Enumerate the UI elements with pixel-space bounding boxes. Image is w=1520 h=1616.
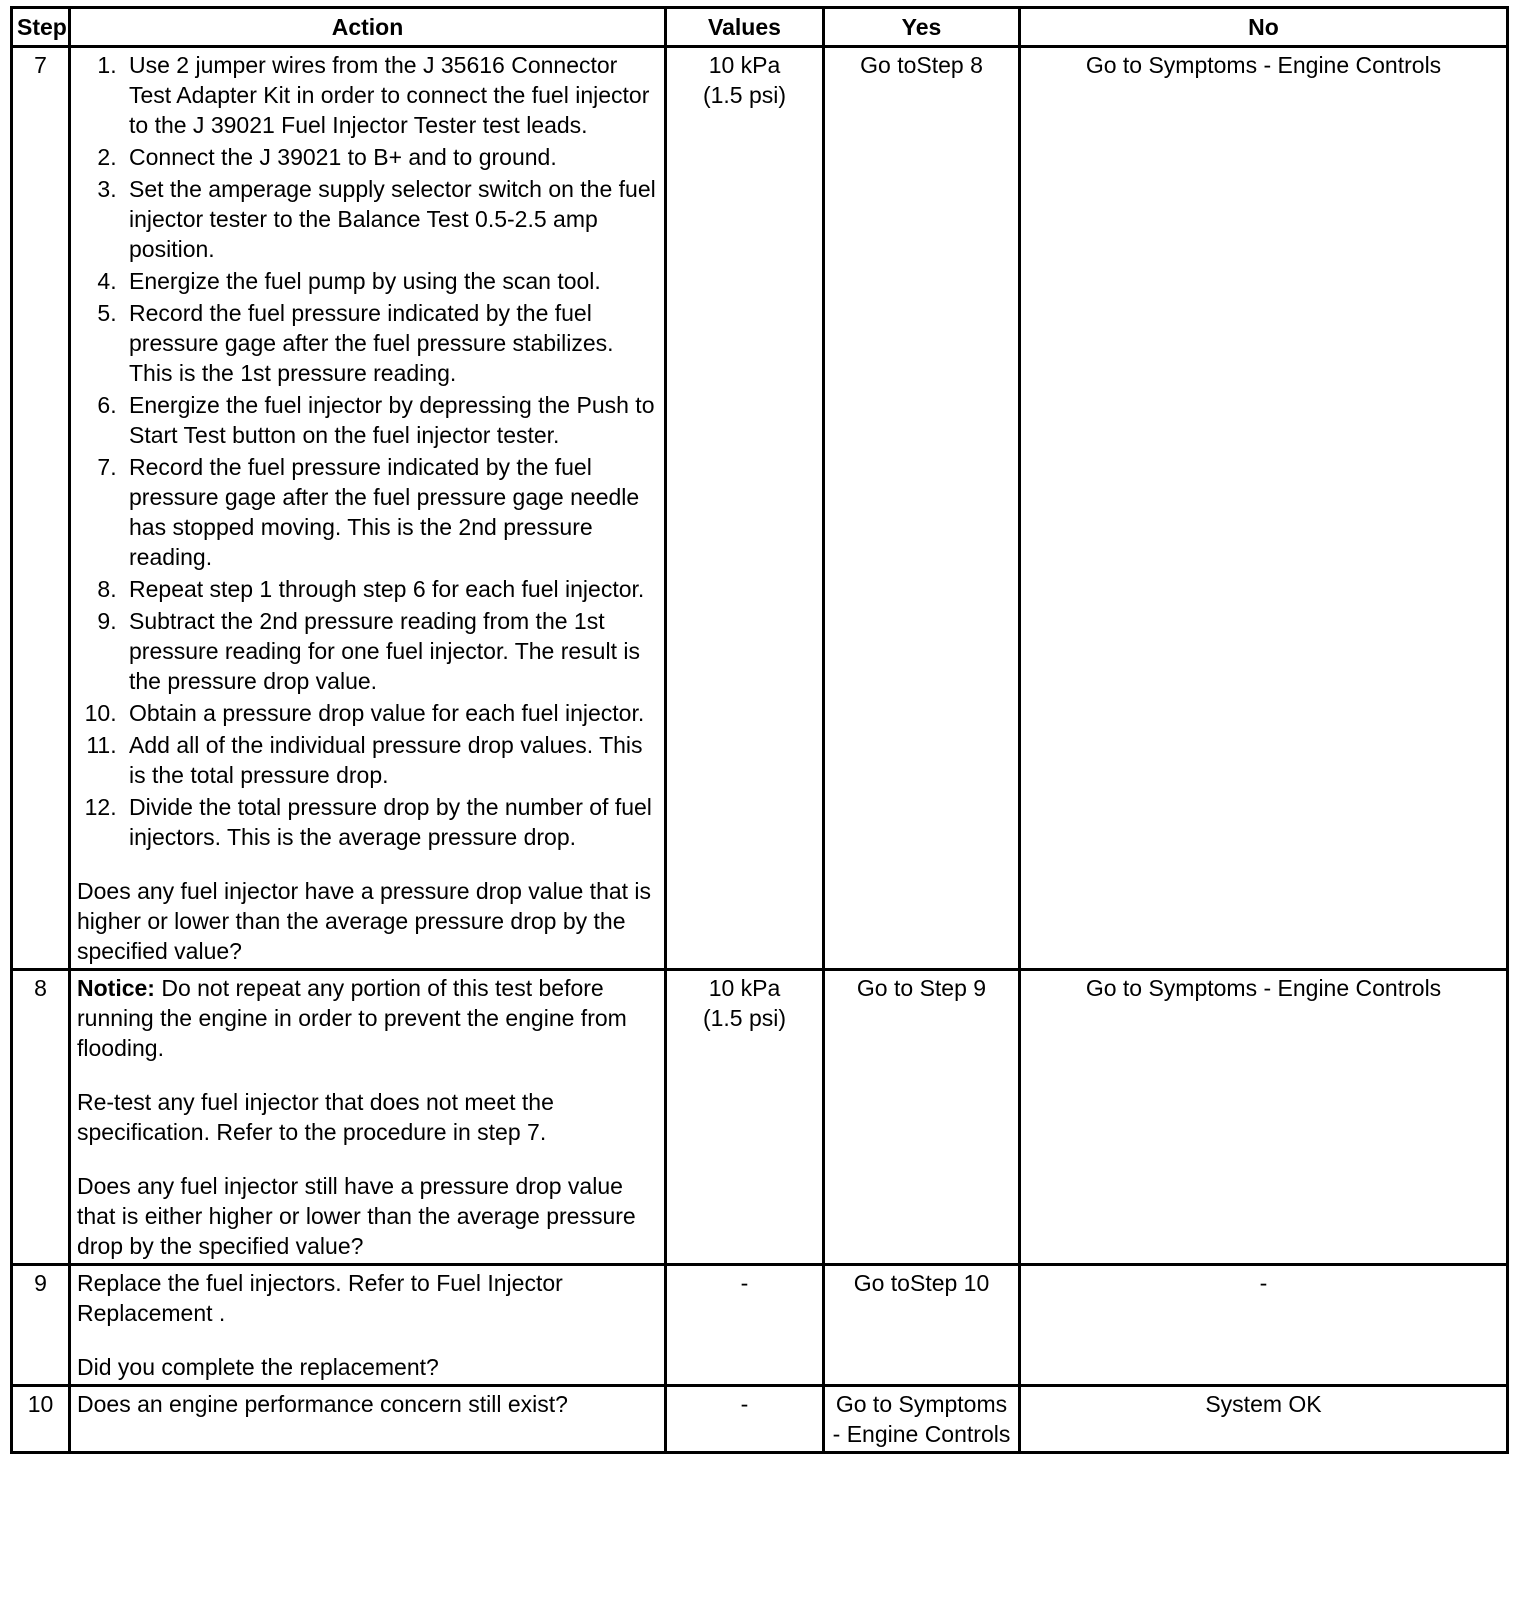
value-kpa: 10 kPa [708,975,781,1001]
header-row [12,8,1508,47]
no-cell: - [1020,1265,1508,1386]
action-cell [70,47,666,970]
table-row-step-10 [12,1386,1508,1453]
procedure-item: 2. Connect the J 39021 to B+ and to ground. [123,142,658,172]
procedure-item: 4. Energize the fuel pump by using the scan tool. [123,266,658,296]
step-number: 9 [12,1265,70,1386]
procedure-item: 12. Divide the total pressure drop by the number of fuel injectors. This is the average pressure drop. [123,792,658,852]
procedure-item: 8. Repeat step 1 through step 6 for each fuel injector. [123,574,658,604]
yes-cell: Go toStep 8 [824,47,1020,970]
instruction-text: Re-test any fuel injector that does not meet the specification. Refer to the procedure in step 7. [77,1089,554,1145]
action-cell [70,970,666,1265]
action-cell [70,1265,666,1386]
value-psi: (1.5 psi) [702,82,787,108]
question-text: Does an engine performance concern still exist? [77,1391,568,1417]
values-cell [666,47,824,970]
header-step: Step [12,8,70,47]
no-cell: System OK [1020,1386,1508,1453]
notice-label: Notice: [77,975,155,1001]
step-number: 10 [12,1386,70,1453]
action-cell [70,1386,666,1453]
procedure-item: 11. Add all of the individual pressure drop values. This is the total pressure drop. [123,730,658,790]
procedure-item: 1. Use 2 jumper wires from the J 35616 Connector Test Adapter Kit in order to connect the fuel injector to the J 39021 Fuel Injector Tester test leads. [123,50,658,140]
values-cell: - [666,1265,824,1386]
notice-text [77,973,658,1063]
procedure-item: 10. Obtain a pressure drop value for each fuel injector. [123,698,658,728]
header-yes: Yes [824,8,1020,47]
header-no: No [1020,8,1508,47]
header-action: Action [70,8,666,47]
no-cell: Go to Symptoms - Engine Controls [1020,970,1508,1265]
table-row-step-8 [12,970,1508,1265]
question-text: Does any fuel injector still have a pressure drop value that is either higher or lower than the average pressure drop by the specified value? [77,1173,636,1259]
notice-body: Do not repeat any portion of this test before running the engine in order to prevent the engine from flooding. [77,975,627,1061]
values-cell [666,970,824,1265]
header-values: Values [666,8,824,47]
values-cell: - [666,1386,824,1453]
step-number: 8 [12,970,70,1265]
procedure-item: 3. Set the amperage supply selector switch on the fuel injector tester to the Balance Test 0.5-2.5 amp position. [123,174,658,264]
instruction-text: Replace the fuel injectors. Refer to Fuel Injector Replacement . [77,1270,563,1326]
procedure-list [77,50,658,852]
question-text: Did you complete the replacement? [77,1354,439,1380]
procedure-item: 5. Record the fuel pressure indicated by the fuel pressure gage after the fuel pressure stabilizes. This is the 1st pressure reading. [123,298,658,388]
yes-cell: Go to Symptoms - Engine Controls [824,1386,1020,1453]
value-psi: (1.5 psi) [702,1005,787,1031]
procedure-item: 6. Energize the fuel injector by depressing the Push to Start Test button on the fuel injector tester. [123,390,658,450]
procedure-item: 9. Subtract the 2nd pressure reading from the 1st pressure reading for one fuel injector. The result is the pressure drop value. [123,606,658,696]
table-row-step-9 [12,1265,1508,1386]
question-text: Does any fuel injector have a pressure drop value that is higher or lower than the average pressure drop by the specified value? [77,878,652,964]
yes-cell: Go to Step 9 [824,970,1020,1265]
yes-cell: Go toStep 10 [824,1265,1020,1386]
step-number: 7 [12,47,70,970]
no-cell: Go to Symptoms - Engine Controls [1020,47,1508,970]
table-row-step-7 [12,47,1508,970]
value-kpa: 10 kPa [708,52,781,78]
procedure-item: 7. Record the fuel pressure indicated by the fuel pressure gage after the fuel pressure gage needle has stopped moving. This is the 2nd pressure reading. [123,452,658,572]
diagnostic-table [10,6,1509,1454]
